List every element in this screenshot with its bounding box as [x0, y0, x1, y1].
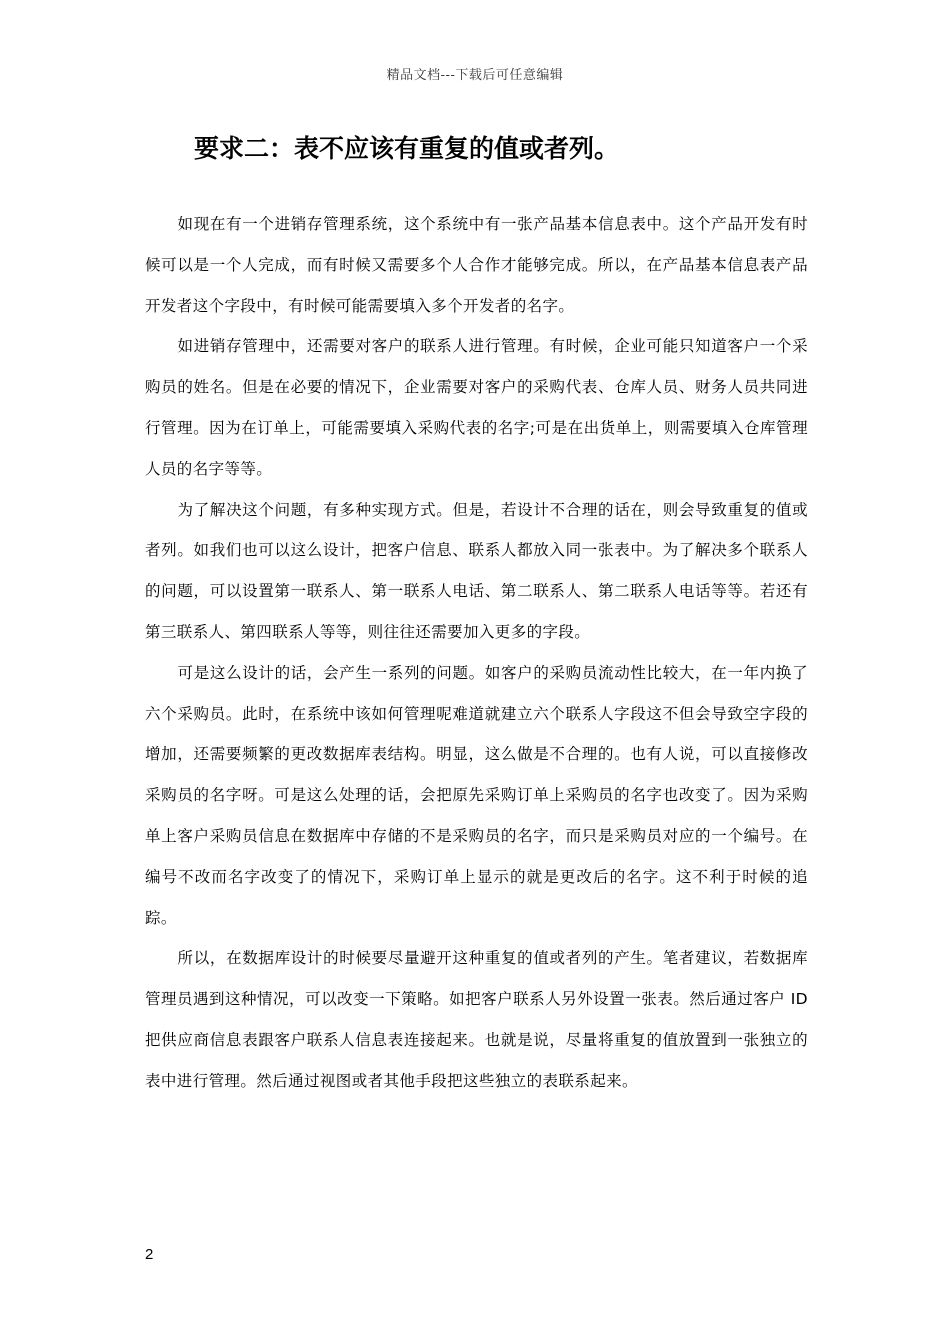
body-paragraph: 为了解决这个问题，有多种实现方式。但是，若设计不合理的话在，则会导致重复的值或者列。如我们也可以这么设计，把客户信息、联系人都放入同一张表中。为了解决多个联系人的问题，可以设置第一联系人、第一联系人电话、第二联系人、第二联系人电话等等。若还有第三联系人、第四联系人等等，则往往还需要加入更多的字段。	[145, 500, 808, 641]
document-title: 要求二：表不应该有重复的值或者列。	[194, 134, 620, 163]
page-number: 2	[145, 1246, 154, 1263]
body-paragraph: 如进销存管理中，还需要对客户的联系人进行管理。有时候，企业可能只知道客户一个采购员的姓名。但是在必要的情况下，企业需要对客户的采购代表、仓库人员、财务人员共同进行管理。因为在订单上，可能需要填入采购代表的名字;可是在出货单上，则需要填入仓库管理人员的名字等等。	[145, 337, 808, 478]
page-header: 精品文档---下载后可任意编辑	[386, 68, 564, 83]
body-paragraph: 如现在有一个进销存管理系统，这个系统中有一张产品基本信息表中。这个产品开发有时候可以是一个人完成，而有时候又需要多个人合作才能够完成。所以，在产品基本信息表产品开发者这个字段中，有时候可能需要填入多个开发者的名字。	[145, 215, 808, 315]
document-body	[145, 204, 808, 1102]
body-paragraph: 可是这么设计的话，会产生一系列的问题。如客户的采购员流动性比较大，在一年内换了六个采购员。此时，在系统中该如何管理呢难道就建立六个联系人字段这不但会导致空字段的增加，还需要频繁的更改数据库表结构。明显，这么做是不合理的。也有人说，可以直接修改采购员的名字呀。可是这么处理的话，会把原先采购订单上采购员的名字也改变了。因为采购单上客户采购员信息在数据库中存储的不是采购员的名字，而只是采购员对应的一个编号。在编号不改而名字改变了的情况下，采购订单上显示的就是更改后的名字。这不利于时候的追踪。	[145, 663, 808, 927]
body-paragraph: 所以，在数据库设计的时候要尽量避开这种重复的值或者列的产生。笔者建议，若数据库管理员遇到这种情况，可以改变一下策略。如把客户联系人另外设置一张表。然后通过客户 ID 把供应商信息表跟客户联系人信息表连接起来。也就是说，尽量将重复的值放置到一张独立的表中进行管理。然后通过视图或者其他手段把这些独立的表联系起来。	[145, 949, 808, 1090]
